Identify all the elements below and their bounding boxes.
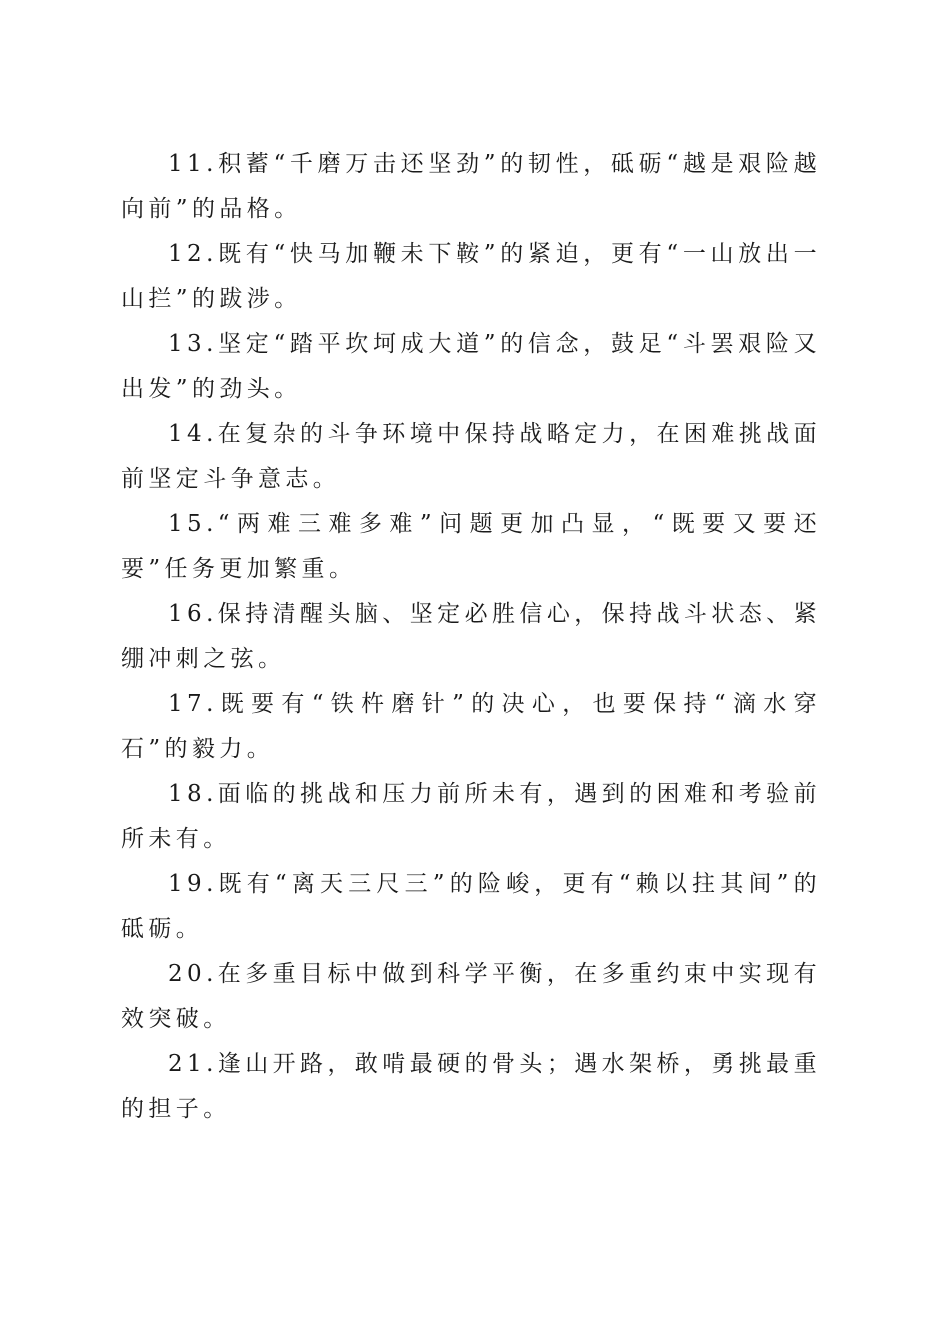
paragraph-16: 16.保持清醒头脑、坚定必胜信心，保持战斗状态、紧绷冲刺之弦。	[121, 601, 821, 672]
document-body	[121, 142, 821, 1132]
paragraph-14: 14.在复杂的斗争环境中保持战略定力，在困难挑战面前坚定斗争意志。	[121, 421, 821, 492]
paragraph-17: 17.既要有“铁杵磨针”的决心，也要保持“滴水穿石”的毅力。	[121, 691, 821, 762]
paragraph-11: 11.积蓄“千磨万击还坚劲”的韧性，砥砺“越是艰险越向前”的品格。	[121, 151, 821, 222]
paragraph-18: 18.面临的挑战和压力前所未有，遇到的困难和考验前所未有。	[121, 781, 821, 852]
paragraph-12: 12.既有“快马加鞭未下鞍”的紧迫，更有“一山放出一山拦”的跋涉。	[121, 241, 821, 312]
paragraph-19: 19.既有“离天三尺三”的险峻，更有“赖以拄其间”的砥砺。	[121, 871, 821, 942]
paragraph-21: 21.逢山开路，敢啃最硬的骨头；遇水架桥，勇挑最重的担子。	[121, 1051, 821, 1122]
paragraph-20: 20.在多重目标中做到科学平衡，在多重约束中实现有效突破。	[121, 961, 821, 1032]
paragraph-13: 13.坚定“踏平坎坷成大道”的信念，鼓足“斗罢艰险又出发”的劲头。	[121, 331, 821, 402]
paragraph-15: 15.“两难三难多难”问题更加凸显，“既要又要还要”任务更加繁重。	[121, 511, 821, 582]
